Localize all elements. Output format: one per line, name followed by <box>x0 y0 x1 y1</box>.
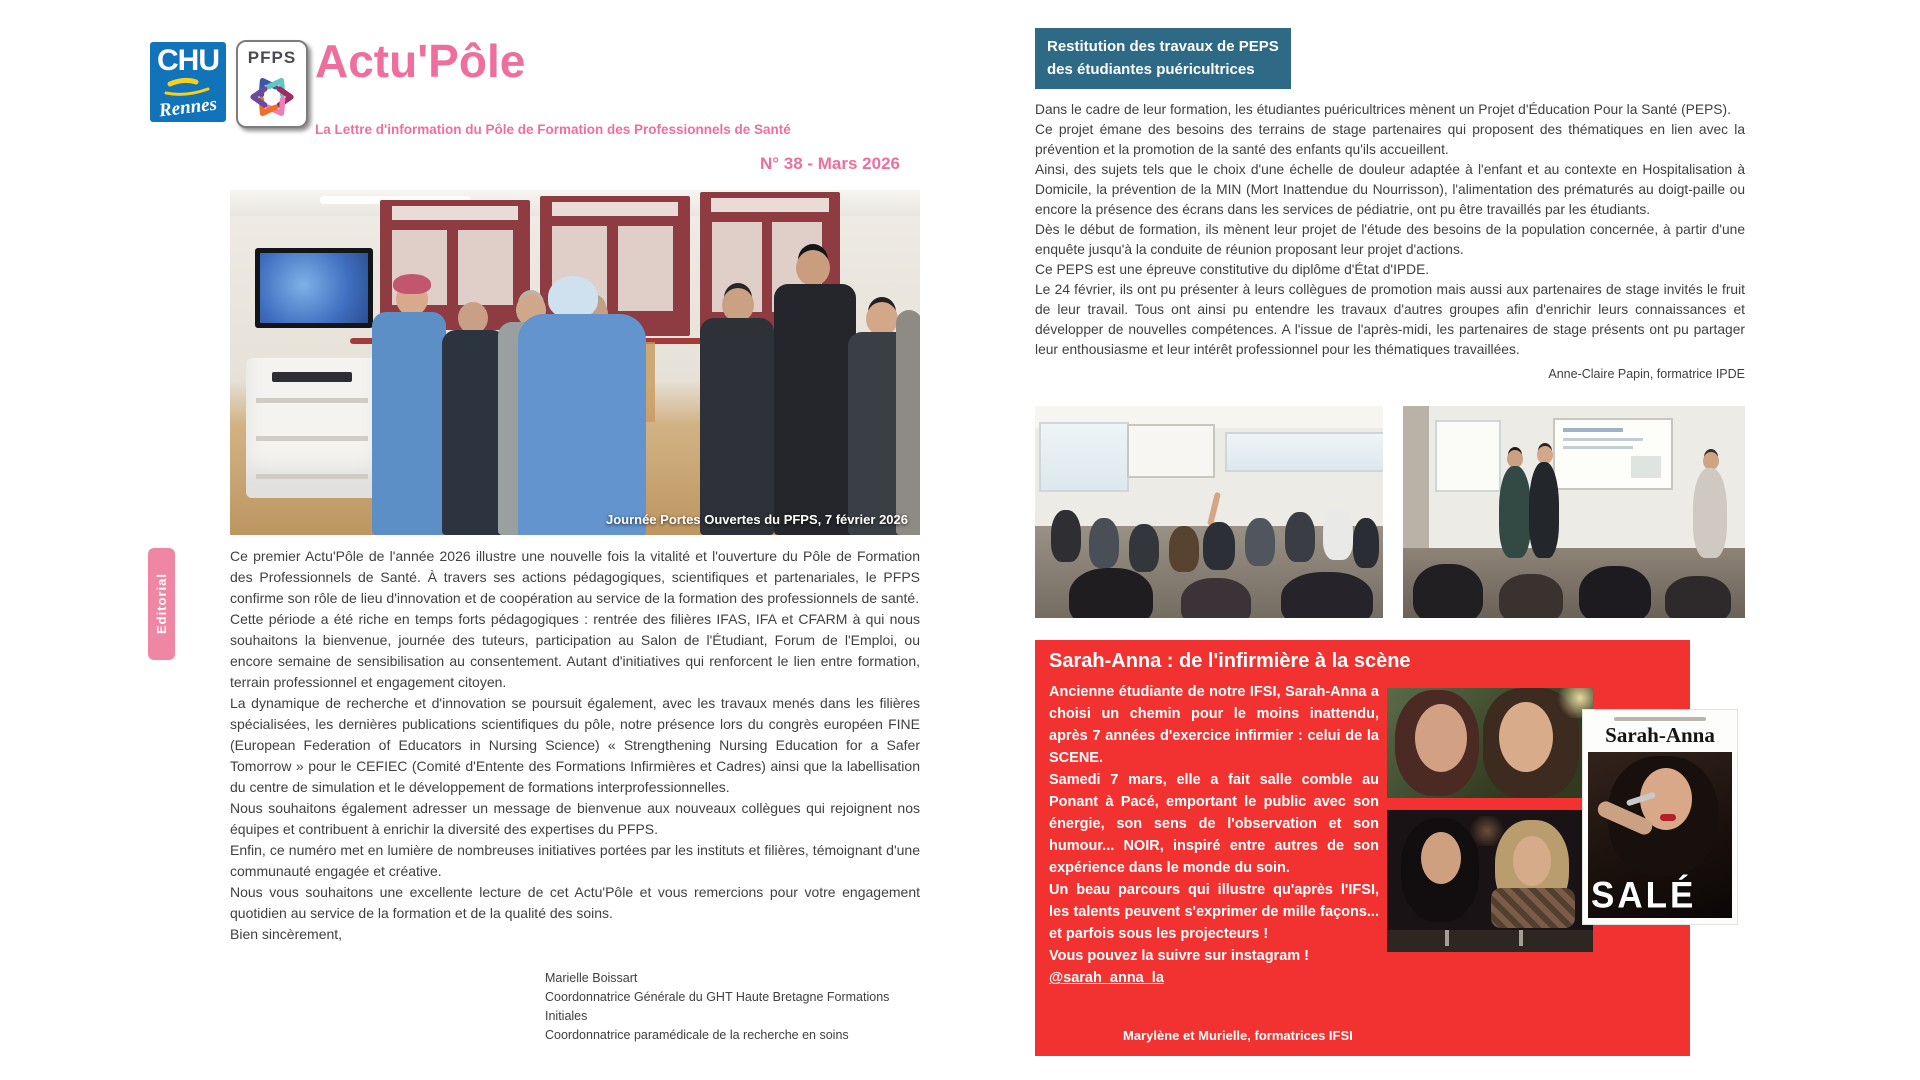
person-head <box>866 302 898 336</box>
surgical-cap <box>393 274 431 294</box>
chu-rennes-logo <box>150 42 226 122</box>
sarah-anna-event-photo <box>1387 810 1593 952</box>
seated-person <box>1245 518 1275 566</box>
red-lips <box>1660 814 1676 821</box>
seated-person <box>1323 508 1353 560</box>
sarah-anna-section <box>1035 640 1715 1056</box>
editorial-paragraph: Nous souhaitons également adresser un message de bienvenue aux nouveaux collègues qui rejoignent nos équipes et contribuent à enrichir la diversité des expertises du PFPS. <box>230 800 920 837</box>
peps-photos-row <box>1035 406 1745 618</box>
seated-person <box>1051 510 1081 562</box>
person-face <box>1513 836 1551 886</box>
glass-highlight <box>1519 930 1523 946</box>
foreground-head <box>1665 576 1731 618</box>
peps-paragraph: Ce PEPS est une épreuve constitutive du diplôme d'État d'IPDE. <box>1035 262 1430 277</box>
editorial-tab <box>148 548 175 660</box>
peps-paragraph: Ce projet émane des besoins des terrains de stage partenaires qui proposent des thématiques en lien avec la prévention et la promotion de la santé des enfants qu'ils accueillent. <box>1035 122 1745 157</box>
person-face <box>1415 704 1467 772</box>
editorial-paragraph: Bien sincèrement, <box>230 926 343 942</box>
peps-header-line1: Restitution des travaux de PEPS <box>1047 38 1279 55</box>
window <box>1435 420 1501 492</box>
seated-person <box>1129 524 1159 572</box>
sarah-anna-show-poster <box>1583 710 1737 924</box>
signature-name: Marielle Boissart <box>545 971 638 985</box>
peps-signature: Anne-Claire Papin, formatrice IPDE <box>1548 367 1745 381</box>
newsletter-subtitle: La Lettre d'information du Pôle de Formation des Professionnels de Santé <box>315 122 791 137</box>
editorial-paragraph: Cette période a été riche en temps forts pédagogiques : rentrée des filières IFAS, IFA et CFARM à qui nous souhaitons la bienvenue, journée des tuteurs, participation au Salon de l'Étudiant, Forum de l'Emploi, ou encore semaine de sensibilisation au consentement. Autant d'initiatives qui renforcent le lien entre formation, terrain professionnel et engagement citoyen. <box>230 611 920 690</box>
editorial-paragraph: La dynamique de recherche et d'innovation se poursuit également, avec les travaux menés dans les filières spécialisées, les dernières publications scientifiques du pôle, notre présence lors du congrès européen FINE (European Federation of Educators in Nursing Science) « Strengthening Nursing Education for a Safer Tomorrow » pour le CEFIEC (Comité d'Entente des Formations Infirmières et Cadres) ainsi que la labellisation du centre de simulation et le développement de formations interprofessionnelles. <box>230 695 920 795</box>
person-face <box>1421 832 1461 884</box>
visitor-figure-tall <box>774 284 856 535</box>
person-face <box>1499 702 1553 772</box>
poster-show-name: SALÉ <box>1591 875 1697 916</box>
seated-person <box>1089 518 1119 568</box>
foreground-head <box>1069 568 1153 618</box>
visitor-figure <box>442 330 506 535</box>
sarah-anna-title: Sarah-Anna : de l'infirmière à la scène <box>1049 650 1411 672</box>
seated-person <box>1169 526 1199 572</box>
editorial-text <box>230 546 920 1045</box>
visitor-figure <box>700 318 774 535</box>
editorial-paragraph: Nous vous souhaitons une excellente lecture de cet Actu'Pôle et vous remercions pour votre engagement quotidien au service de la formation et de la qualité des soins. <box>230 884 920 921</box>
chu-logo-text: CHU <box>157 44 219 77</box>
instagram-cta: Vous pouvez la suivre sur instagram ! <box>1049 948 1310 964</box>
foreground-head <box>1281 572 1373 618</box>
table-edge <box>1387 930 1593 952</box>
sarah-signature: Marylène et Murielle, formatrices IFSI <box>1123 1028 1353 1043</box>
poster-title: Sarah-Anna <box>1605 723 1715 747</box>
peps-paragraph: Dès le début de formation, ils mènent leur projet de l'étude des besoins de la population concernée, à partir d'une enquête jusqu'à la conduite de réunion proposant leur projet d'actions. <box>1035 222 1745 257</box>
sarah-anna-selfie-photo <box>1387 688 1593 798</box>
editorial-paragraph: Enfin, ce numéro met en lumière de nombreuses initiatives portées par les instituts et filières, témoignant d'une communauté engagée et créative. <box>230 842 920 879</box>
seated-person <box>1285 512 1315 562</box>
visitor-figure-edge <box>896 310 920 535</box>
demo-tv-screen <box>255 248 373 328</box>
presenter-figure <box>1693 468 1727 558</box>
seated-person <box>1203 522 1235 570</box>
poster-image <box>1588 752 1732 918</box>
editorial-signature <box>545 969 920 1045</box>
presenter-figure <box>1529 462 1559 558</box>
seated-person <box>1353 518 1379 568</box>
editorial-tab-label: Editorial <box>154 573 169 635</box>
chu-logo-rennes-text: Rennes <box>157 93 219 122</box>
instagram-handle-link[interactable]: @sarah_anna_la <box>1049 970 1164 986</box>
foreground-head <box>1499 574 1563 618</box>
poster-credit-line <box>1614 717 1706 721</box>
door-frame <box>1403 406 1429 556</box>
peps-paragraph: Dans le cadre de leur formation, les étudiantes puéricultrices mènent un Projet d'Éducation Pour la Santé (PEPS). <box>1035 102 1731 117</box>
pfps-star-icon <box>245 70 299 124</box>
pfps-logo <box>236 40 308 128</box>
equipment-cart <box>246 358 378 498</box>
sarah-anna-name: Sarah-Anna <box>1285 684 1367 700</box>
foreground-head <box>1181 578 1251 618</box>
sarah-paragraph: Un beau parcours qui illustre qu'après l'IFSI, les talents peuvent s'exprimer de mille façons... et parfois sous les projecteurs ! <box>1049 882 1379 942</box>
projection-screen <box>1553 418 1673 490</box>
foreground-head <box>1579 566 1651 618</box>
sarah-paragraph: Ancienne étudiante de notre IFSI, Sarah-Anna a choisi un chemin pour le moins inattendu, après 7 années d'exercice infirmier : celui de la SCENE. <box>1049 684 1379 766</box>
open-day-photo <box>230 190 920 535</box>
sarah-anna-text <box>1049 681 1379 989</box>
sarah-paragraph: Samedi 7 mars, elle a fait salle comble au Ponant à Pacé, emportant le public avec son énergie, son sens de l'observation et son humour... NOIR, inspiré entre autres de son expérience dans le monde du soin. <box>1049 772 1379 876</box>
issue-number: N° 38 - Mars 2026 <box>759 154 900 173</box>
patterned-scarf <box>1491 888 1575 928</box>
pfps-logo-text: PFPS <box>247 48 297 67</box>
glass-highlight <box>1445 930 1449 946</box>
presenter-figure <box>1499 466 1531 558</box>
peps-paragraph: Ainsi, des sujets tels que le choix d'une échelle de douleur adaptée à l'enfant et au contexte en Hospitalisation à Domicile, la prévention de la MIN (Mort Inattendue du Nourrisson), l'alimentation des prématurés au doigt-paille ou encore la présence des écrans dans les services de pédiatrie, ont pu être travaillés par les étudiants. <box>1035 162 1745 217</box>
peps-body-text <box>1035 100 1745 384</box>
peps-paragraph: Le 24 février, ils ont pu présenter à leurs collègues de promotion mais aussi aux partenaires de stage invités le fruit de leur travail. Tous ont ainsi pu entendre les travaux d'autres groupes afin d'enrichir leurs connaissances et développer de nouvelles compétences. A l'issue de l'après-midi, les partenaires de stage présents ont pu partager leur enthousiasme et leur intérêt professionnel pour les thématiques travaillées. <box>1035 282 1745 357</box>
page-right <box>1035 28 1745 1068</box>
surgical-cap <box>548 276 598 318</box>
person-nurse-foreground <box>518 314 646 535</box>
peps-photo-circle <box>1035 406 1383 618</box>
window <box>1039 422 1129 492</box>
peps-header-line2: des étudiantes puéricultrices <box>1047 61 1255 79</box>
peps-section-header <box>1035 28 1291 89</box>
person-nurse-pink-cap <box>372 312 446 535</box>
peps-photo-presentation <box>1403 406 1745 618</box>
person-head <box>796 250 830 286</box>
page-left <box>148 35 920 1060</box>
foreground-head <box>1413 564 1483 618</box>
editorial-paragraph: Ce premier Actu'Pôle de l'année 2026 illustre une nouvelle fois la vitalité et l'ouverture du Pôle de Formation des Professionnels de Santé. À travers ses actions pédagogiques, scientifiques et partenariales, le PFPS confirme son rôle de lieu d'innovation et de coopération au service de la formation des professionnels de santé. <box>230 548 920 606</box>
signature-role: Coordonnatrice Générale du GHT Haute Bretagne Formations Initiales <box>545 990 890 1023</box>
signature-role: Coordonnatrice paramédicale de la recherche en soins <box>545 1028 849 1042</box>
photo-caption: Journée Portes Ouvertes du PFPS, 7 février 2026 <box>605 512 908 527</box>
projection-screen <box>1127 424 1215 478</box>
window-band <box>1225 432 1383 472</box>
person-head <box>722 288 754 322</box>
newsletter-title: Actu'Pôle <box>315 35 526 87</box>
